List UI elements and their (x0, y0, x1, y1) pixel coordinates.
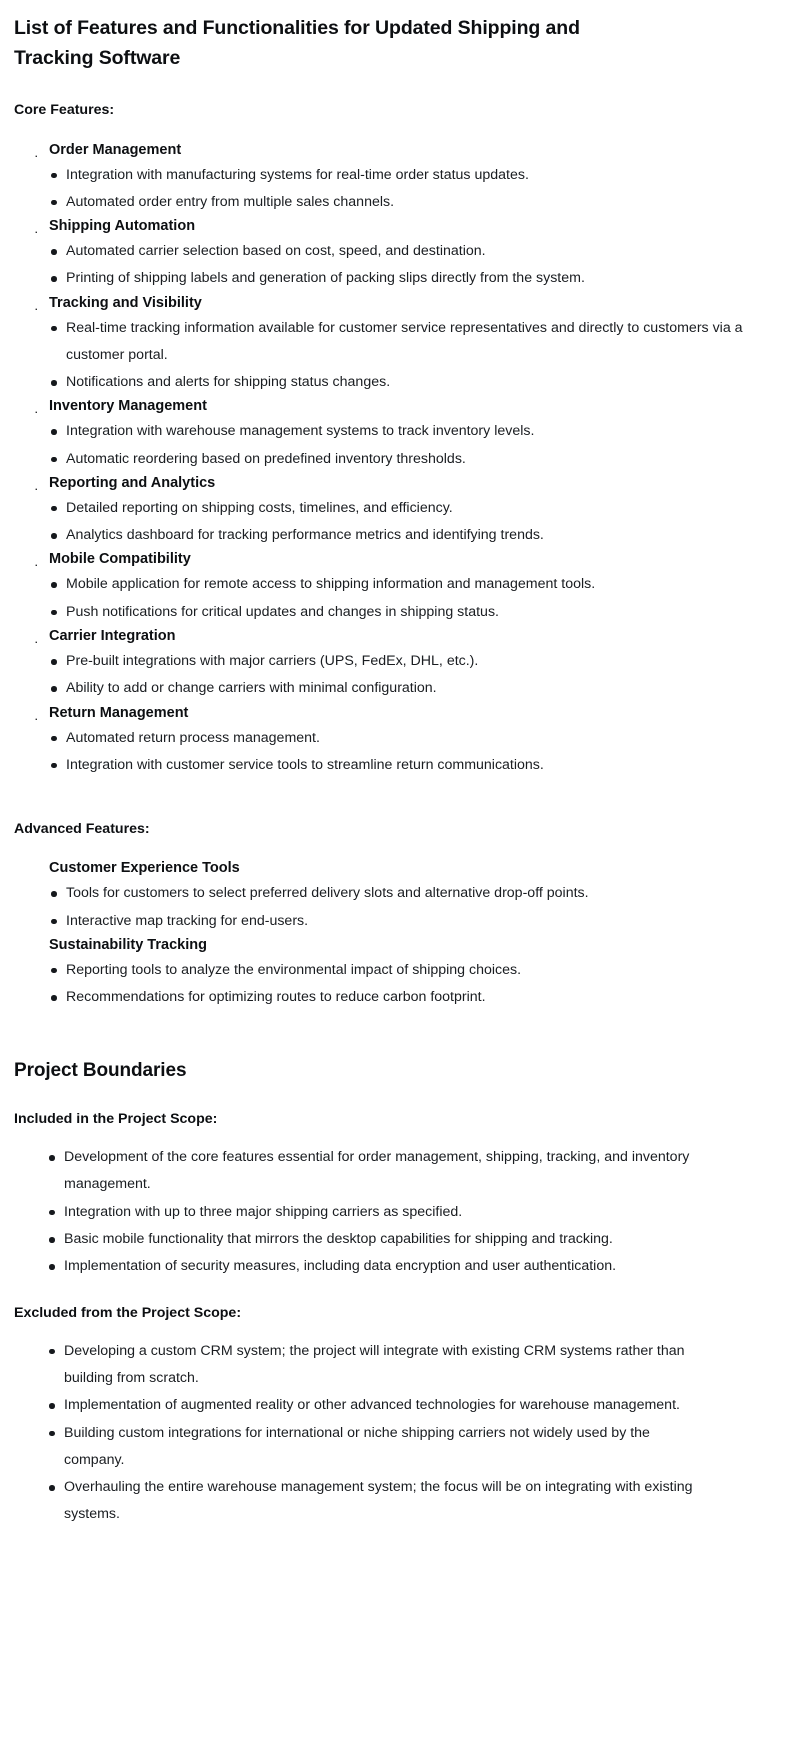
feature-title (14, 396, 774, 418)
spacer (14, 1281, 774, 1303)
list-item: Automated carrier selection based on cost, speed, and destination. (14, 238, 774, 265)
spacer (14, 1324, 774, 1338)
feature-item (14, 473, 774, 550)
list-item: Integration with customer service tools to streamline return communications. (14, 752, 774, 779)
list-marker: . (35, 712, 38, 722)
feature-points (14, 957, 774, 1012)
feature-title (14, 293, 774, 315)
list-item: Developing a custom CRM system; the project will integrate with existing CRM systems rather than building from scratch. (14, 1338, 774, 1393)
feature-points (14, 495, 774, 550)
list-item: Building custom integrations for international or niche shipping carriers not widely used by the company. (14, 1420, 774, 1475)
feature-item (14, 396, 774, 473)
spacer (14, 75, 774, 100)
spacer (14, 122, 774, 140)
feature-title (14, 549, 774, 571)
feature-title (14, 935, 774, 957)
list-item: Printing of shipping labels and generation of packing slips directly from the system. (14, 265, 774, 292)
list-item: Mobile application for remote access to shipping information and management tools. (14, 571, 774, 598)
list-item: Automatic reordering based on predefined inventory thresholds. (14, 446, 774, 473)
feature-title-text: Carrier Integration (49, 628, 176, 644)
feature-points (14, 418, 774, 473)
list-item: Overhauling the entire warehouse management system; the focus will be on integrating with existing systems. (14, 1474, 774, 1529)
list-item: Analytics dashboard for tracking performance metrics and identifying trends. (14, 522, 774, 549)
list-item: Notifications and alerts for shipping status changes. (14, 369, 774, 396)
feature-title (14, 703, 774, 725)
feature-item (14, 626, 774, 703)
list-item: Basic mobile functionality that mirrors the desktop capabilities for shipping and tracking. (14, 1226, 774, 1253)
feature-item (14, 935, 774, 1012)
spacer (14, 1086, 774, 1109)
feature-title-text: Sustainability Tracking (49, 936, 207, 953)
list-marker: . (35, 302, 38, 313)
list-item: Integration with manufacturing systems for real-time order status updates. (14, 162, 774, 189)
feature-item (14, 549, 774, 626)
feature-title-text: Shipping Automation (49, 218, 196, 235)
list-marker: . (35, 558, 38, 569)
feature-title-text: Return Management (49, 704, 189, 721)
feature-item (14, 703, 774, 780)
feature-title (14, 858, 774, 880)
list-item: Automated return process management. (14, 725, 774, 752)
feature-points (14, 571, 774, 626)
list-item: Pre-built integrations with major carriers (UPS, FedEx, DHL, etc.). (14, 648, 774, 675)
feature-title (14, 140, 774, 162)
page-title: List of Features and Functionalities for Updated Shipping and Tracking Software (14, 17, 580, 69)
feature-title-text: Reporting and Analytics (49, 474, 216, 491)
feature-points (14, 648, 774, 703)
list-item: Implementation of security measures, including data encryption and user authentication. (14, 1253, 774, 1280)
advanced-features-label: Advanced Features: (14, 821, 150, 838)
feature-title-text: Order Management (49, 141, 182, 158)
feature-points (14, 725, 774, 780)
feature-title-text: Mobile Compatibility (49, 551, 191, 568)
list-item: Interactive map tracking for end-users. (14, 908, 774, 935)
list-item: Ability to add or change carriers with minimal configuration. (14, 675, 774, 702)
feature-item (14, 293, 774, 397)
spacer (14, 1130, 774, 1144)
list-marker: . (35, 635, 38, 646)
feature-item (14, 216, 774, 293)
feature-item (14, 858, 774, 935)
included-scope-list (14, 1144, 774, 1280)
advanced-features-list (14, 858, 774, 1011)
feature-title-text: Inventory Management (49, 398, 207, 415)
feature-item (14, 140, 774, 217)
feature-title-text: Tracking and Visibility (49, 294, 202, 311)
feature-title (14, 216, 774, 238)
list-item: Integration with warehouse management systems to track inventory levels. (14, 418, 774, 445)
list-item: Recommendations for optimizing routes to reduce carbon footprint. (14, 984, 774, 1011)
list-item: Detailed reporting on shipping costs, timelines, and efficiency. (14, 495, 774, 522)
core-features-label: Core Features: (14, 102, 115, 119)
feature-points (14, 162, 774, 217)
core-features-list (14, 140, 774, 780)
list-marker: . (35, 225, 38, 236)
spacer (14, 840, 774, 858)
feature-points (14, 238, 774, 293)
list-item: Reporting tools to analyze the environmental impact of shipping choices. (14, 957, 774, 984)
spacer (14, 779, 774, 819)
feature-points (14, 880, 774, 935)
list-item: Real-time tracking information available for customer service representatives and directly to customers via a customer portal. (14, 315, 766, 370)
included-scope-label: Included in the Project Scope: (14, 1110, 218, 1127)
list-item: Integration with up to three major shipping carriers as specified. (14, 1199, 774, 1226)
feature-title-text: Customer Experience Tools (49, 860, 240, 877)
feature-points (14, 315, 774, 397)
section-heading-project-boundaries: Project Boundaries (14, 1060, 187, 1082)
excluded-scope-list (14, 1338, 774, 1529)
list-item: Development of the core features essential for order management, shipping, tracking, and inventory management. (14, 1144, 774, 1199)
list-item: Automated order entry from multiple sales channels. (14, 189, 774, 216)
list-marker: . (35, 405, 38, 416)
excluded-scope-label: Excluded from the Project Scope: (14, 1304, 242, 1321)
list-item: Push notifications for critical updates and changes in shipping status. (14, 599, 774, 626)
feature-title (14, 473, 774, 495)
feature-title (14, 626, 774, 648)
list-marker: . (35, 149, 38, 159)
list-marker: . (35, 482, 38, 493)
spacer (14, 1011, 774, 1057)
list-item: Implementation of augmented reality or other advanced technologies for warehouse management. (14, 1392, 774, 1419)
list-item: Tools for customers to select preferred delivery slots and alternative drop-off points. (14, 880, 774, 907)
